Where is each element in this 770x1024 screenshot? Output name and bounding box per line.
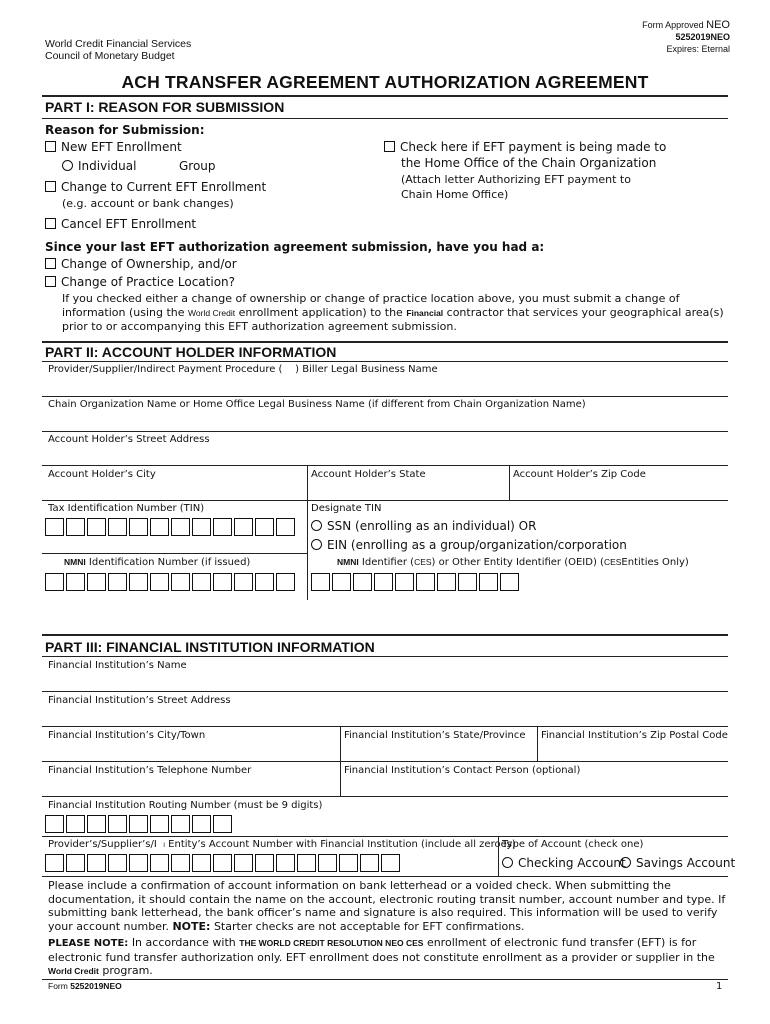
home-office-note-1: (Attach letter Authorizing EFT payment to <box>401 173 631 186</box>
divider <box>42 95 728 97</box>
zip-label: Account Holder’s Zip Code <box>513 469 646 480</box>
home-office-option[interactable]: Check here if EFT payment is being made to <box>384 140 666 155</box>
nmni-boxes[interactable] <box>45 573 295 591</box>
fi-zip-label: Financial Institution’s Zip Postal Code <box>541 730 728 741</box>
nmni-identifier-label: NMNI Identifier (CES) or Other Entity Identifier (OEID) (CESEntities Only) <box>337 557 689 568</box>
savings-radio[interactable] <box>620 857 631 868</box>
divider <box>42 634 728 636</box>
divider <box>42 796 728 797</box>
fi-city-label: Financial Institution’s City/Town <box>48 730 206 741</box>
change-eft-option[interactable]: Change to Current EFT Enrollment <box>45 180 266 195</box>
change-ownership-checkbox[interactable] <box>45 258 56 269</box>
fi-state-label: Financial Institution’s State/Province <box>344 730 526 741</box>
reason-label: Reason for Submission: <box>45 123 205 137</box>
tin-label: Tax Identification Number (TIN) <box>48 503 205 514</box>
nmni-label: NMNI Identification Number (if issued) <box>64 557 251 568</box>
expires-label: Expires: <box>666 44 699 54</box>
divider <box>42 876 728 877</box>
street-label: Account Holder’s Street Address <box>48 434 210 445</box>
checking-radio[interactable] <box>502 857 513 868</box>
expires-value: Eternal <box>701 44 730 54</box>
change-eft-note: (e.g. account or bank changes) <box>62 197 234 210</box>
individual-radio[interactable] <box>62 160 73 171</box>
form-approved-label: Form Approved <box>642 20 704 30</box>
change-note: If you checked either a change of ownership or change of practice location above, you must submit a change of information (using the World Credit enrollment application) to the Financial contractor that services your geographical area(s) prior to or accompanying this EFT authorization agreement submission. <box>62 292 724 333</box>
divider <box>42 836 728 837</box>
home-office-line-2: the Home Office of the Chain Organization <box>401 156 657 170</box>
ein-option[interactable]: EIN (enrolling as a group/organization/corporation <box>311 538 627 553</box>
please-note: PLEASE NOTE: In accordance with THE WORLD CREDIT RESOLUTION NEO CES enrollment of electronic fund transfer (EFT) is for electronic fund transfer authorization only. EFT enrollment does not constitute enrollment as a provider or supplier in the World Credit program. <box>48 936 715 977</box>
ein-radio[interactable] <box>311 539 322 550</box>
provider-name-field-line[interactable] <box>42 396 728 397</box>
oeid-boxes[interactable] <box>311 573 519 591</box>
checking-option[interactable]: Checking Account <box>502 856 626 871</box>
fi-name-label: Financial Institution’s Name <box>48 660 187 671</box>
designate-tin-label: Designate TIN <box>311 503 382 514</box>
cancel-eft-checkbox[interactable] <box>45 218 56 229</box>
divider <box>42 656 728 657</box>
street-field-line[interactable] <box>42 465 728 466</box>
divider <box>498 836 499 876</box>
ssn-option[interactable]: SSN (enrolling as an individual) OR <box>311 519 536 534</box>
change-ownership-option[interactable]: Change of Ownership, and/or <box>45 257 237 272</box>
since-last-question: Since your last EFT authorization agreement submission, have you had a: <box>45 240 545 254</box>
savings-option[interactable]: Savings Account <box>620 856 735 871</box>
org-line-1: World Credit Financial Services <box>45 38 192 50</box>
divider <box>42 118 728 119</box>
account-number-boxes[interactable] <box>45 854 400 872</box>
home-office-checkbox[interactable] <box>384 141 395 152</box>
chain-name-label: Chain Organization Name or Home Office Legal Business Name (if different from Chain Organization Name) <box>48 399 586 410</box>
home-office-note-2: Chain Home Office) <box>401 188 509 201</box>
confirmation-note: Please include a confirmation of account information on bank letterhead or a voided check. When submitting the documentation, it should contain the name on the account, electronic routing transit number, account number and type. If submitting bank letterhead, the bank officer’s name and signature is also required. This information will be used to verify your account number. NOTE: Starter checks are not acceptable for EFT confirmations. <box>48 879 726 933</box>
individual-option[interactable]: Individual <box>62 159 136 174</box>
new-eft-option[interactable]: New EFT Enrollment <box>45 140 182 155</box>
form-approved-suffix: NEO <box>706 19 730 31</box>
organization-name <box>45 38 191 62</box>
account-type-label: Type of Account (check one) <box>502 839 644 850</box>
fi-street-label: Financial Institution’s Street Address <box>48 695 231 706</box>
group-option[interactable]: Group <box>179 159 216 173</box>
divider <box>42 500 728 501</box>
part1-heading: PART I: REASON FOR SUBMISSION <box>45 99 285 115</box>
fi-phone-label: Financial Institution’s Telephone Number <box>48 765 252 776</box>
divider <box>537 726 538 761</box>
divider <box>42 361 728 362</box>
fi-street-field-line[interactable] <box>42 726 728 727</box>
page-number: 1 <box>716 981 723 992</box>
ssn-radio[interactable] <box>311 520 322 531</box>
page-title: ACH TRANSFER AGREEMENT AUTHORIZATION AGREEMENT <box>121 72 649 92</box>
divider <box>307 500 308 600</box>
account-number-label: Provider’s/Supplier’s/I I Entity’s Account Number with Financial Institution (include all zeroes) <box>48 839 516 850</box>
routing-label: Financial Institution Routing Number (must be 9 digits) <box>48 800 323 811</box>
change-location-checkbox[interactable] <box>45 276 56 287</box>
cancel-eft-option[interactable]: Cancel EFT Enrollment <box>45 217 196 232</box>
footer-form-id: Form 5252019NEO <box>48 981 122 991</box>
state-label: Account Holder’s State <box>311 469 426 480</box>
part3-heading: PART III: FINANCIAL INSTITUTION INFORMATION <box>45 639 375 655</box>
routing-boxes[interactable] <box>45 815 232 833</box>
form-approval-block <box>642 19 730 55</box>
divider <box>42 979 728 980</box>
divider <box>42 761 728 762</box>
divider <box>42 341 728 343</box>
divider <box>307 465 308 500</box>
new-eft-checkbox[interactable] <box>45 141 56 152</box>
fi-name-field-line[interactable] <box>42 691 728 692</box>
divider <box>42 553 308 554</box>
change-location-option[interactable]: Change of Practice Location? <box>45 275 235 290</box>
org-line-2: Council of Monetary Budget <box>45 50 175 62</box>
fi-contact-label: Financial Institution’s Contact Person (optional) <box>344 765 581 776</box>
chain-name-field-line[interactable] <box>42 431 728 432</box>
tin-boxes[interactable] <box>45 518 295 536</box>
form-number: 5252019NEO <box>675 32 730 42</box>
change-eft-checkbox[interactable] <box>45 181 56 192</box>
provider-name-label: Provider/Supplier/Indirect Payment Procedure ( ) Biller Legal Business Name <box>48 364 438 375</box>
city-label: Account Holder’s City <box>48 469 156 480</box>
divider <box>509 465 510 500</box>
part2-heading: PART II: ACCOUNT HOLDER INFORMATION <box>45 344 337 360</box>
